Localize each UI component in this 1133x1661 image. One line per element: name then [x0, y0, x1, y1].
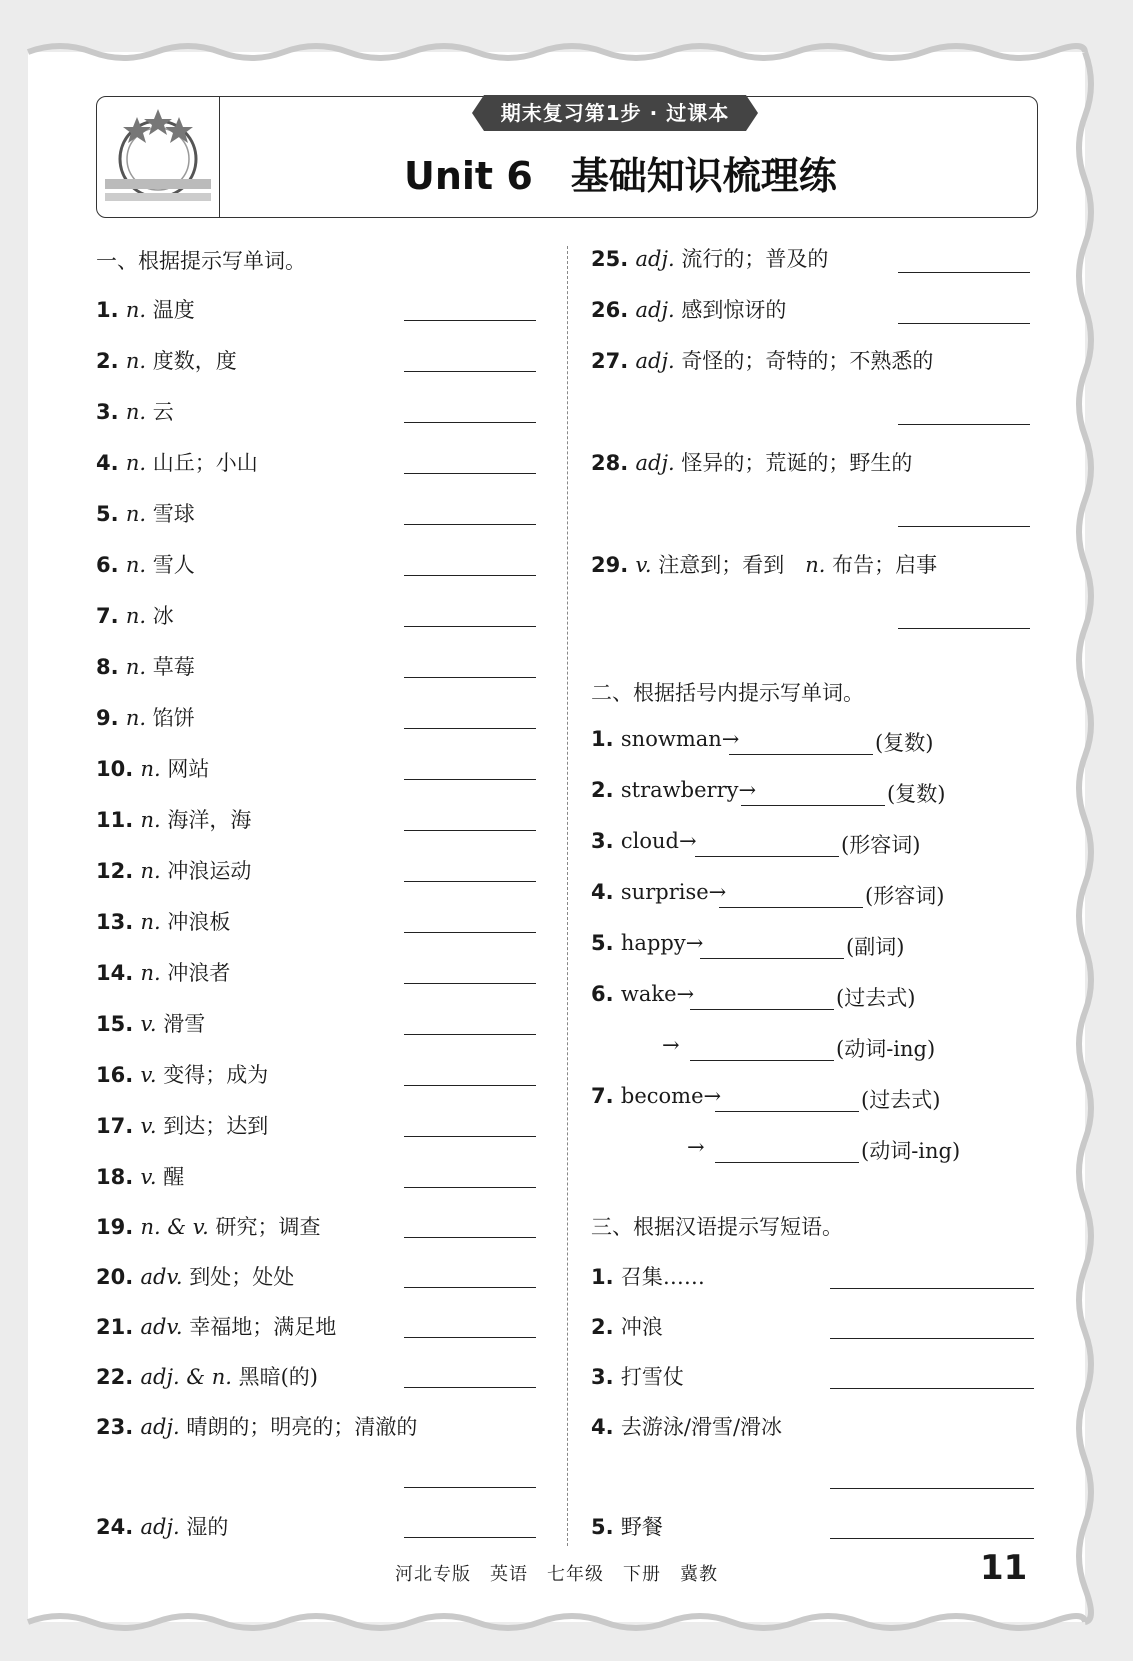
transform-item [662, 1033, 680, 1057]
item-number: 14. [96, 961, 141, 985]
item-meaning: 冲浪板 [167, 910, 231, 934]
item-meaning: 冲浪者 [167, 961, 231, 985]
answer-blank[interactable] [404, 881, 536, 882]
section-tag-label: 期末复习第1步 · 过课本 [500, 101, 730, 125]
answer-blank[interactable] [404, 1034, 536, 1035]
item-meaning: 湿的 [186, 1515, 229, 1539]
transform-item [591, 829, 697, 853]
item-number: 3. [591, 829, 621, 853]
page-number: 11 [980, 1548, 1028, 1588]
item-meaning: 雪球 [152, 502, 195, 526]
column-divider [567, 246, 568, 1546]
word-item [96, 906, 230, 936]
part-of-speech: n. [140, 808, 168, 832]
answer-blank[interactable] [830, 1288, 1034, 1289]
part-of-speech: n. [140, 910, 168, 934]
part-of-speech: n. [125, 400, 153, 424]
answer-blank[interactable] [690, 1060, 834, 1061]
item-number: 23. [96, 1415, 141, 1439]
word-item [96, 753, 209, 783]
item-number: 11. [96, 808, 141, 832]
item-number: 16. [96, 1063, 141, 1087]
item-meaning: 研究；调查 [215, 1215, 321, 1239]
answer-blank[interactable] [715, 1162, 859, 1163]
form-hint: (过去式) [861, 1088, 941, 1112]
part-of-speech: n. [805, 553, 833, 577]
word-item [96, 447, 258, 477]
form-hint: (形容词) [841, 833, 921, 857]
answer-blank[interactable] [404, 1487, 536, 1488]
item-meaning: 奇怪的；奇特的；不熟悉的 [681, 349, 934, 373]
answer-blank[interactable] [700, 958, 844, 959]
answer-blank[interactable] [830, 1338, 1034, 1339]
item-number: 24. [96, 1515, 141, 1539]
word-item [96, 396, 174, 426]
form-hint: (动词-ing) [861, 1139, 961, 1163]
item-number: 4. [591, 880, 621, 904]
answer-blank[interactable] [404, 1337, 536, 1338]
word-item [591, 294, 786, 324]
item-number: 1. [96, 298, 126, 322]
item-meaning: 到达；达到 [163, 1114, 269, 1138]
item-number: 26. [591, 298, 636, 322]
phrase-meaning: 打雪仗 [620, 1365, 684, 1389]
answer-blank[interactable] [404, 575, 536, 576]
item-meaning: 布告；启事 [832, 553, 938, 577]
phrase-meaning: 冲浪 [620, 1315, 663, 1339]
base-word: strawberry→ [620, 778, 757, 802]
transform-item [591, 982, 694, 1006]
word-item [591, 243, 828, 273]
item-meaning: 草莓 [152, 655, 195, 679]
form-hint: (复数) [887, 782, 946, 806]
word-item [96, 804, 251, 834]
part-of-speech: n. [140, 757, 168, 781]
part-of-speech: adv. [140, 1315, 190, 1339]
word-item [96, 498, 195, 528]
word-item [96, 549, 195, 579]
base-word: → [687, 1135, 705, 1159]
base-word: surprise→ [620, 880, 727, 904]
part-of-speech: adv. [140, 1265, 190, 1289]
phrase-item [591, 1261, 705, 1291]
answer-blank[interactable] [404, 677, 536, 678]
part-of-speech: n. [125, 706, 153, 730]
item-number: 6. [96, 553, 126, 577]
phrase-item [591, 1311, 663, 1341]
part-of-speech: v. [140, 1114, 164, 1138]
word-item [96, 294, 195, 324]
item-meaning: 变得；成为 [163, 1063, 269, 1087]
answer-blank[interactable] [898, 424, 1030, 425]
answer-blank[interactable] [690, 1009, 834, 1010]
part-of-speech: n. [125, 451, 153, 475]
part-of-speech: adj. [635, 451, 682, 475]
part-of-speech: n. [140, 859, 168, 883]
item-number: 4. [96, 451, 126, 475]
transform-item [591, 1084, 721, 1108]
section2-heading: 二、根据括号内提示写单词。 [591, 681, 864, 705]
item-meaning: 流行的；普及的 [681, 247, 829, 271]
item-number: 5. [96, 502, 126, 526]
word-item [96, 1261, 294, 1291]
answer-blank[interactable] [404, 1287, 536, 1288]
part-of-speech: n. & v. [140, 1215, 216, 1239]
word-item [96, 957, 230, 987]
part-of-speech: adj. [140, 1515, 187, 1539]
word-item [96, 1361, 318, 1391]
answer-blank[interactable] [404, 524, 536, 525]
transform-item [687, 1135, 705, 1159]
part-of-speech: adj. [140, 1415, 187, 1439]
base-word: wake→ [620, 982, 695, 1006]
word-item [96, 1110, 268, 1140]
transform-item [591, 931, 703, 955]
answer-blank[interactable] [404, 1187, 536, 1188]
item-meaning: 滑雪 [163, 1012, 206, 1036]
item-number: 28. [591, 451, 636, 475]
item-number: 3. [591, 1365, 621, 1389]
item-number: 3. [96, 400, 126, 424]
word-item [96, 1059, 268, 1089]
answer-blank[interactable] [715, 1111, 859, 1112]
item-number: 2. [96, 349, 126, 373]
part-of-speech: v. [140, 1012, 164, 1036]
phrase-item [591, 1411, 782, 1441]
answer-blank[interactable] [404, 1237, 536, 1238]
footer-edition: 河北专版 英语 七年级 下册 冀教 [395, 1564, 718, 1585]
item-number: 1. [591, 1265, 621, 1289]
form-hint: (动词-ing) [836, 1037, 936, 1061]
part-of-speech: v. [140, 1063, 164, 1087]
answer-blank[interactable] [404, 1136, 536, 1137]
item-meaning: 感到惊讶的 [681, 298, 787, 322]
word-item [96, 1511, 228, 1541]
part-of-speech: n. [125, 298, 153, 322]
base-word: → [662, 1033, 680, 1057]
part-of-speech: n. [125, 655, 153, 679]
item-meaning: 度数，度 [152, 349, 237, 373]
answer-blank[interactable] [719, 907, 863, 908]
item-meaning: 馅饼 [152, 706, 195, 730]
item-meaning: 醒 [163, 1165, 185, 1189]
item-number: 18. [96, 1165, 141, 1189]
answer-blank[interactable] [404, 422, 536, 423]
item-meaning: 幸福地；满足地 [189, 1315, 337, 1339]
answer-blank[interactable] [404, 1387, 536, 1388]
item-meaning: 海洋，海 [167, 808, 252, 832]
item-meaning: 冲浪运动 [167, 859, 252, 883]
answer-blank[interactable] [404, 371, 536, 372]
answer-blank[interactable] [830, 1388, 1034, 1389]
part-of-speech: adj. [635, 298, 682, 322]
item-number: 8. [96, 655, 126, 679]
section3-heading: 三、根据汉语提示写短语。 [591, 1215, 843, 1239]
answer-blank[interactable] [695, 856, 839, 857]
word-item [96, 1008, 205, 1038]
item-number: 7. [591, 1084, 621, 1108]
answer-blank[interactable] [898, 272, 1030, 273]
part-of-speech: v. [140, 1165, 164, 1189]
item-number: 6. [591, 982, 621, 1006]
answer-blank[interactable] [404, 1537, 536, 1538]
item-meaning: 黑暗(的) [238, 1365, 318, 1389]
phrase-meaning: 去游泳/滑雪/滑冰 [620, 1415, 783, 1439]
word-item [96, 1161, 184, 1191]
item-number: 29. [591, 553, 636, 577]
item-number: 5. [591, 931, 621, 955]
item-number: 13. [96, 910, 141, 934]
answer-blank[interactable] [404, 932, 536, 933]
part-of-speech: adj. & n. [140, 1365, 239, 1389]
phrase-meaning: 野餐 [620, 1515, 663, 1539]
transform-item [591, 880, 726, 904]
item-meaning: 云 [152, 400, 174, 424]
transform-item [591, 778, 756, 802]
phrase-meaning: 召集…… [620, 1265, 705, 1289]
form-hint: (形容词) [865, 884, 945, 908]
answer-blank[interactable] [898, 526, 1030, 527]
item-number: 2. [591, 778, 621, 802]
item-number: 9. [96, 706, 126, 730]
item-number: 12. [96, 859, 141, 883]
word-item [591, 345, 933, 375]
word-item [591, 447, 912, 477]
answer-blank[interactable] [830, 1538, 1034, 1539]
item-number: 21. [96, 1315, 141, 1339]
word-item [591, 549, 937, 579]
answer-blank[interactable] [404, 626, 536, 627]
item-number: 1. [591, 727, 621, 751]
part-of-speech: n. [140, 961, 168, 985]
answer-blank[interactable] [898, 628, 1030, 629]
item-number: 7. [96, 604, 126, 628]
answer-blank[interactable] [404, 779, 536, 780]
item-meaning: 怪异的；荒诞的；野生的 [681, 451, 913, 475]
part-of-speech: n. [125, 502, 153, 526]
word-item [96, 1211, 320, 1241]
word-item [96, 1411, 417, 1441]
form-hint: (过去式) [836, 986, 916, 1010]
part-of-speech: n. [125, 553, 153, 577]
page-title: Unit 6 基础知识梳理练 [404, 154, 837, 198]
answer-blank[interactable] [830, 1488, 1034, 1489]
word-item [96, 1311, 336, 1341]
word-item [96, 345, 237, 375]
brand-logo [97, 97, 220, 217]
part-of-speech: adj. [635, 349, 682, 373]
word-item [96, 702, 195, 732]
answer-blank[interactable] [404, 473, 536, 474]
item-meaning: 冰 [152, 604, 174, 628]
item-number: 25. [591, 247, 636, 271]
word-item [96, 855, 251, 885]
word-item [96, 651, 195, 681]
part-of-speech: v. [635, 553, 659, 577]
answer-blank[interactable] [404, 983, 536, 984]
transform-item [591, 727, 739, 751]
item-number: 19. [96, 1215, 141, 1239]
item-meaning: 雪人 [152, 553, 195, 577]
answer-blank[interactable] [404, 830, 536, 831]
word-item [96, 600, 174, 630]
answer-blank[interactable] [741, 805, 885, 806]
part-of-speech: n. [125, 604, 153, 628]
item-number: 20. [96, 1265, 141, 1289]
answer-blank[interactable] [729, 754, 873, 755]
item-meaning: 山丘；小山 [152, 451, 258, 475]
answer-blank[interactable] [898, 323, 1030, 324]
base-word: cloud→ [620, 829, 697, 853]
answer-blank[interactable] [404, 320, 536, 321]
base-word: happy→ [620, 931, 704, 955]
item-meaning: 注意到；看到 [658, 553, 806, 577]
item-meaning: 网站 [167, 757, 210, 781]
form-hint: (复数) [875, 731, 934, 755]
item-meaning: 到处；处处 [189, 1265, 295, 1289]
form-hint: (副词) [846, 935, 905, 959]
part-of-speech: n. [125, 349, 153, 373]
item-number: 5. [591, 1515, 621, 1539]
item-number: 15. [96, 1012, 141, 1036]
item-meaning: 温度 [152, 298, 195, 322]
phrase-item [591, 1511, 663, 1541]
answer-blank[interactable] [404, 1085, 536, 1086]
answer-blank[interactable] [404, 728, 536, 729]
item-number: 17. [96, 1114, 141, 1138]
base-word: snowman→ [620, 727, 740, 751]
base-word: become→ [620, 1084, 722, 1108]
item-number: 22. [96, 1365, 141, 1389]
item-number: 27. [591, 349, 636, 373]
item-number: 4. [591, 1415, 621, 1439]
item-meaning: 晴朗的；明亮的；清澈的 [186, 1415, 418, 1439]
part-of-speech: adj. [635, 247, 682, 271]
phrase-item [591, 1361, 684, 1391]
item-number: 10. [96, 757, 141, 781]
section1-heading: 一、根据提示写单词。 [96, 249, 306, 273]
item-number: 2. [591, 1315, 621, 1339]
